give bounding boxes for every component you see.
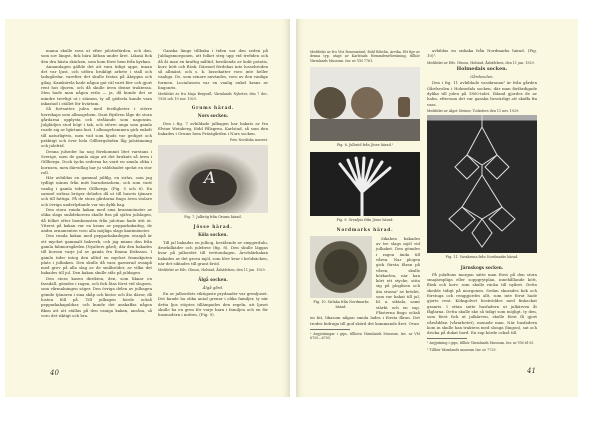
subheading-kola: Köla socken.	[198, 232, 228, 238]
left-page	[5, 19, 290, 397]
paragraph: Den runda kakan med pepparkakadegen ovanpå är ett mycket gammalt bakverk, och jag minns den från gamla fabmorsgården (Nyalters gård), där den bakades till borsen varje jul av gamla fru Emma Eriksson. I gamla tider intog den alltid en mycket framskjuten plats i julbaken. Den skulle då vara garnerad ovanpå med grev på alla slag av de småbröder, av vilka det bakades till jul. Den kakan skulle stås på juldagen.	[41, 233, 152, 276]
paragraph: Till jul bakades en julbog, bestående av smygerdulu, druvkilkäder och julebrse (fig. 8). Den skulle läggas kvar på julbordet till trettondagen. Ärvdslärkakan bakades av det grova mjöl, som blev kvar i brödsäcken, när det siktades till grant bröd.	[158, 239, 268, 266]
left-column-1	[41, 48, 152, 318]
candelabra-candle	[310, 152, 420, 216]
page-number: 41	[527, 367, 536, 375]
paragraph: Annandagen gällde det att vara tidigt uppe, innan det var ljust, och utföra brukligt arbete i stall och ladugårdar, varefter det skulle festas på Äkeppin och gilag. Kamkörela hade någon gat väl varit förr och gjort rent hos djuren, och då skulle även denne traktessa. Men hade man någon evila — ja, då kunde det se mindre trevligt ut i stämen, ty all gödsela kunde vara inkastad i stället för hvärtam.	[41, 63, 152, 106]
footnote: ¹ Avgjutningar i gips, tillhöra Värmlands Museum. Inv. nr VM 6705—6705.	[310, 331, 420, 341]
subheading-nors: Nors socken.	[197, 113, 229, 119]
page-number: 40	[50, 369, 59, 377]
source-note: Meddelat av Edv. Olsson, Holstad, Åsbäfelsen, den 11 jan. 1929.	[427, 60, 535, 65]
letter-a-ornament: A	[204, 167, 216, 187]
source-note: Meddelat av fru Vivi Rosenmüssl, född Ribelin, Arvika. Ett fipr av denna typ, utapt av Karlstads Hemmdenrföreäning, tillhör Värmlands Museum. Inv. nr VM 7761.	[310, 50, 420, 63]
paragraph: Denna julseder ha nog förekommit litet varstans i Sverige, men de gamla säga att det brukats så även i Gillberga. Dock tycks sederna ha varit en smula olika i bornsen, men därvidlag har ju väldsbadet spelat en stor roll.	[41, 148, 152, 175]
source-note: Meddelat av Edv. Olsson, Holstad, Åsbäfelsen, den 11 jan. 1929.	[158, 268, 266, 273]
right-page	[296, 19, 578, 397]
figure-8-photo	[310, 67, 420, 141]
right-column-1	[310, 48, 420, 342]
subheading-gardsvolen: Gårdsvolen.	[470, 74, 494, 80]
figure-7-caption: Fig. 7. Julbrög från Grums härad.	[184, 214, 242, 219]
subheading-alga: Älgå socken.	[198, 277, 228, 283]
footnote: ² Tillhör Värmlands museum Inv. nr 7729.	[427, 347, 497, 352]
heading-nordmarks: Nordmarks härad.	[336, 228, 394, 234]
paragraph: Så fortsattes julen med festligheter i större herrskaps som allmogehem. Dant Byälven låge de stora gårdarna upplysta och strålande som nagonsin. Julglädjen stod högt i tak, och större unga som gamla roade sig av hjärtans lust. I allmogehemmen gick enkelt till naturligtvis, men vad som hjuds var gediget och präktigt och över hela Gillbergsbiden låg julstämning och julefrid.	[41, 106, 152, 149]
figure-11-photo	[427, 115, 537, 253]
figure-10-caption: Fig. 10. Sirlaka från Nordmarks härad.	[313, 299, 369, 310]
paragraph: Här avbildas en gammal julfilg, en sirlus, som jag tydligt minns från mitt barndomshem, och som varit vanlig i gamla tiders Gillberga. (Fig. 5 och 6). En samsel sirlusa bröger delades då ut till husets tjänare och till fattiga. På de stora gårdarna fingo även stolare och övriga underlydande var sin dylik bag.	[41, 175, 152, 207]
straw-crown-ornament	[427, 115, 537, 253]
figure-8-caption: Fig. 8. Julbröd från Jösse härad.¹	[336, 142, 394, 147]
paragraph: mama skulle sova ut efter julottefärden, och den, som sov längst, fick bära lätban under året. Likasä fick den dra bästa skäcken, som kom först hem från kyrkan.	[41, 48, 152, 64]
paragraph: Den stora runda kakan med sina kransmönster av olika slags smådekorera skulle fira på själva julslagen, då folket efter hemkomsten från julottan hade ätit ut. Ytterst på kakan var en krans av pepparkakadeg, de andra ornamenten voro alla möjliga slags kantmönster.	[41, 206, 152, 234]
paragraph: Sikahen bakades av tre slags mjöl vid julbaket. Den gömdes i ragen ända till våren. Nar plogen gick första fåran på våren, skulle körkarlen, när han kört ett stycke, sitta sig på plogåsen och äta stussa² av brödet, som var bakat till jul, bl. a. siktala, samt stärkt och en sup. Flästerna fingo också en bit, likasom någon smula lades i första fåran. Det trodes bidraga till god skörd det kommande året. Ovan	[310, 235, 420, 326]
right-column-2	[427, 48, 537, 354]
footnote-divider	[427, 338, 467, 339]
footnote: ¹ Avgjutning i gips, tillhör Värmlands Museum. Inv. nr VM 6193.	[427, 341, 535, 346]
heading-grums: Grums härad.	[191, 105, 235, 111]
figure-10-photo	[310, 236, 372, 298]
source-note: Meddelat av fru Maja Bergvall, Värmlands Nyheter, den 7 dec. 1928 och 19 nov. 1929.	[158, 92, 268, 101]
heading-holmedals: Holmedals socken.	[456, 65, 508, 72]
photo-credit: Foto Nordiska museet.	[230, 138, 268, 143]
figure-9-caption: Fig. 9. Grenljus från Jösse härad.	[336, 218, 394, 223]
figure-9-photo	[310, 152, 420, 216]
figure-7-photo	[158, 145, 268, 213]
paragraph: avbildas en siskaka från Nordmarks härad. (Fig. 10)¹.	[427, 48, 537, 59]
paragraph: Den i fig. 11 avbildade vasskronan² är från gården Gårdsvolen i Holmedals socken, där man förfärdigade dylika till julen på 1800-talet. Ibland gjordes de av halm, eftersom det var ganska besvärligt att skaffa fin vass.	[427, 80, 537, 107]
heading-jarnskogs: Järnskogs socken.	[460, 264, 504, 270]
paragraph: Ganska länge tillbaka i tiden var den seden på Juldagsmorgonen, att folket steg upp vid trefiden och då åt man en kraftig måltid, bestående av kokt potatis, korv, kött och fläsk. Därmed fördekas inte lussebroden så allmänt, och s. k. lussekatter voro inte heller vanliga. De, som senare användes, voro av den vanliga formen. Lucialussen var en vanlig enkel krans av lingonris.	[158, 48, 268, 91]
footnote-divider	[310, 329, 350, 330]
paragraph: På julaftons morgon sätte man först på den stora smajärnpliga eller soppgrytplan, innehållande kött, fläsk och korv, som skulle räcka till nyåret. Detta skedde tidigt på morgonen. Sedan skurades kok och förstuga och renggjordes allt, som inte förut hade gjorts rent. Köksgolvet beströddes med finhackat granris. I ottan satte husfadern ut julkärven åt fåglarna. Detta skulle ske så tidigt som möjligt, ty den, som först fick ut julkärven, skulle först få gjort vårsådden (vårarbetet), menade man. När husfadern kom in skulle han traktera med slonga (lingon), sat och dricka på dukat bord. En sup hörde också till.	[427, 271, 537, 336]
subheading-alga-gard: Ålgå gård.	[202, 284, 224, 290]
source-note: Meddelat av Algot Steiner, Tocksfors den 11 nov. 1929.	[427, 108, 520, 113]
paragraph: En av julbordets viktigaste prydnader var grenljuset. Det kunde ha olika antal grenar i olika familjer, ty när detta ljus stöptes tillämpades den regeln, att ljuset skulle ha en gren för varje barn i familjen och en för husmodern i mitten. (Fig. 9).	[158, 291, 268, 318]
left-column-2	[158, 48, 268, 318]
paragraph: Den stora kasen direkten, den, som liknar en fassdall, gömdes i ragen, och fick åtas först vid slogsen, som vårmalningen säger. Den övriga delen av julbagen gömde tjänaren i sina skåp och kistor och åto därav, då lusten föll på. Till julbagen hörde också pepparkakagubbar, och kunde det anskaffas någon fikon att att ställas på den vaniga kakan, ansåsa, så voro det riktigt och bra.	[41, 275, 152, 318]
figure-10	[310, 236, 372, 315]
figure-11-caption: Fig. 11. Vasskrona från Nordmarks härad.	[445, 255, 519, 260]
heading-jossee: Jösse härad.	[193, 225, 233, 231]
paragraph: Den i fig. 7 avbildade julbagen har bakats av fru Elvine Weinberg, född Pålsgren, Karlstad, så som den bakades i Grums hem Prästgården i Nors socken.	[158, 120, 268, 137]
